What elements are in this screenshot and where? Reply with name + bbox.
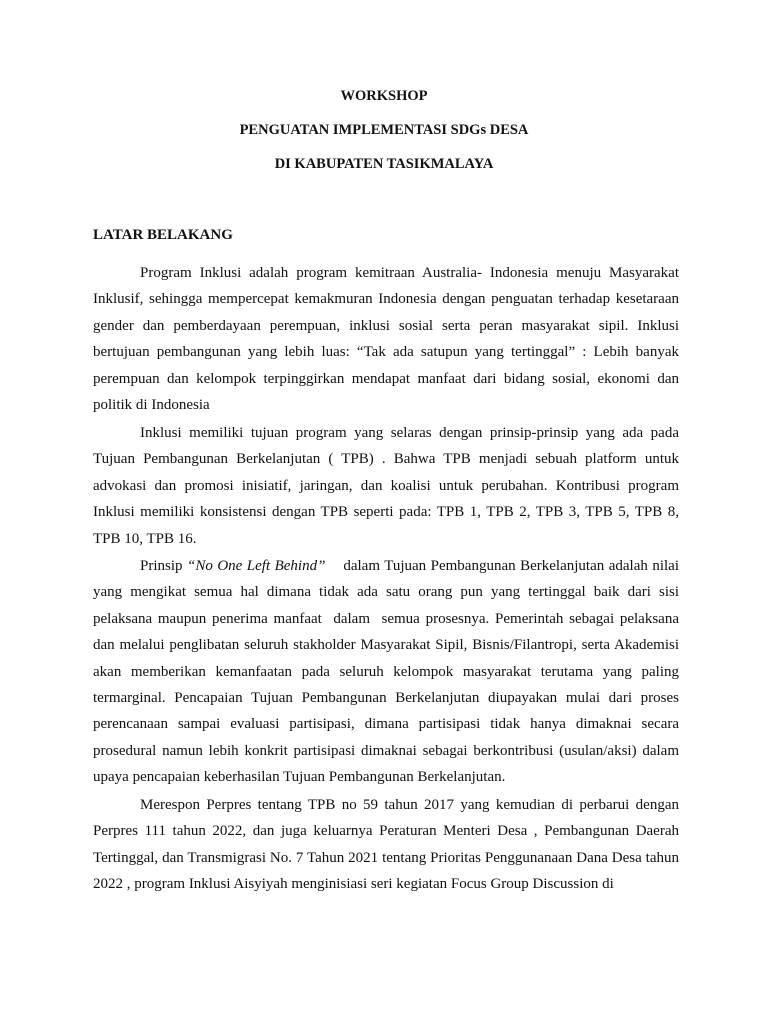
paragraph-3	[93, 553, 683, 791]
document-title-line-3: DI KABUPATEN TASIKMALAYA	[274, 156, 494, 172]
paragraph-1: Program Inklusi adalah program kemitraan Australia- Indonesia menuju Masyarakat Inklusif, sehingga mempercepat kemakmuran Indonesia dengan penguatan terhadap kesetaraan gender dan pemberdayaan perempuan, inklusi sosial serta peran masyarakat sipil. Inklusi bertujuan pembangunan yang lebih luas: “Tak ada satupun yang tertinggal” : Lebih banyak perempuan dan kelompok terpinggirkan mendapat manfaat dari bidang sosial, ekonomi dan politik di Indonesia	[93, 265, 679, 414]
paragraph-3-rest: dalam Tujuan Pembangunan Berkelanjutan adalah nilai yang mengikat semua hal dimana tidak ada satu orang pun yang tertinggal baik dari sisi pelaksana maupun penerima manfaat dalam semua prosesnya. Pemerintah sebagai pelaksana dan melalui penglibatan seluruh stakholder Masyarakat Sipil, Bisnis/Filantropi, serta Akademisi akan memberikan kemanfaatan pada seluruh kelompok masyarakat terutama yang paling termarginal. Pencapaian Tujuan Pembangunan Berkelanjutan diupayakan mulai dari proses perencanaan sampai evaluasi partisipasi, dimana partisipasi tidak hanya dimaknai secara prosedural namun lebih konkrit partisipasi dimaknai sebagai berkontribusi (usulan/aksi) dalam upaya pencapaian keberhasilan Tujuan Pembangunan Berkelanjutan.	[93, 558, 683, 786]
paragraph-2: Inklusi memiliki tujuan program yang selaras dengan prinsip-prinsip yang ada pada Tujuan Pembangunan Berkelanjutan ( TPB) . Bahwa TPB menjadi sebuah platform untuk advokasi dan promosi inisiatif, jaringan, dan koalisi untuk perubahan. Kontribusi program Inklusi memiliki konsistensi dengan TPB seperti pada: TPB 1, TPB 2, TPB 3, TPB 5, TPB 8, TPB 10, TPB 16.	[93, 425, 679, 547]
paragraph-3-italic-phrase: “No One Left Behind”	[187, 558, 326, 574]
document-title-line-2: PENGUATAN IMPLEMENTASI SDGs DESA	[239, 122, 529, 138]
section-heading: LATAR BELAKANG	[93, 227, 233, 243]
document-title-line-1: WORKSHOP	[340, 88, 428, 104]
paragraph-4: Merespon Perpres tentang TPB no 59 tahun 2017 yang kemudian di perbarui dengan Perpres 111 tahun 2022, dan juga keluarnya Peraturan Menteri Desa , Pembangunan Daerah Tertinggal, dan Transmigrasi No. 7 Tahun 2021 tentang Prioritas Penggunanaan Dana Desa tahun 2022 , program Inklusi Aisyiyah menginisiasi seri kegiatan Focus Group Discussion di	[93, 797, 679, 893]
paragraph-3-prefix: Prinsip	[140, 558, 187, 574]
